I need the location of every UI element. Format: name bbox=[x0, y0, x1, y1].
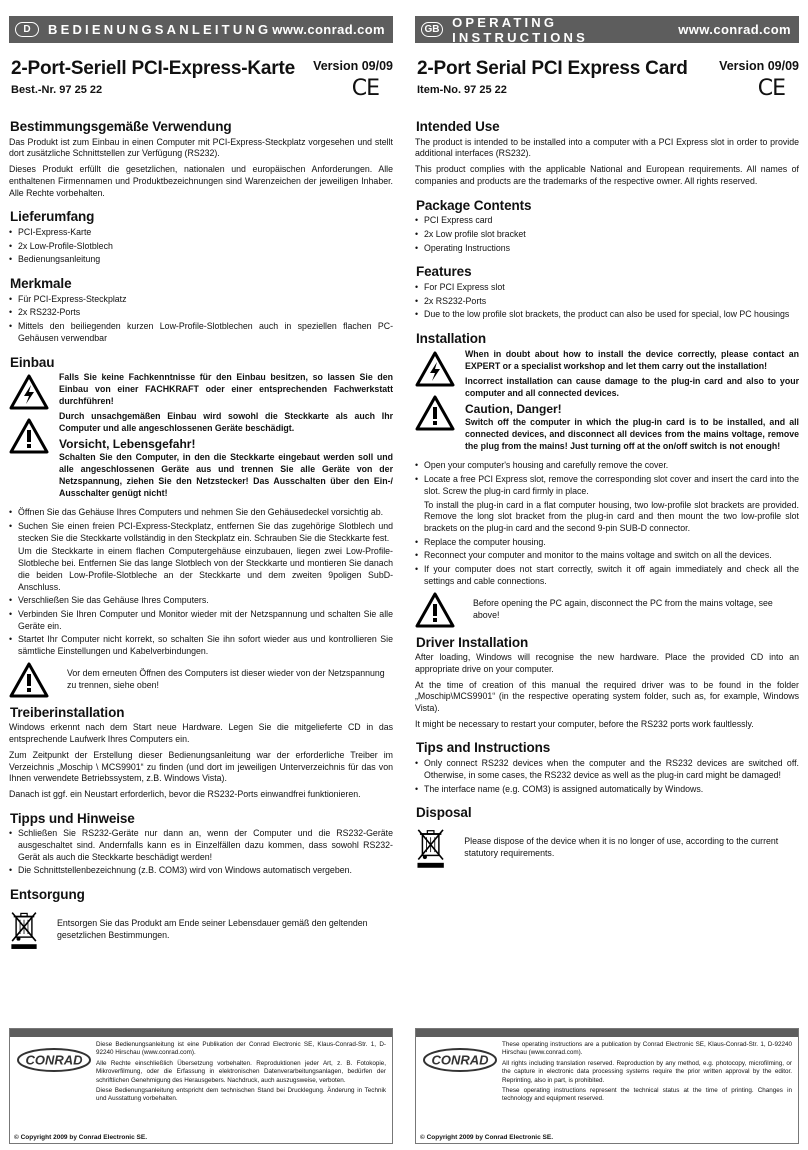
warning-paragraph: Incorrect installation can cause damage to the plug-in card and also to your computer and all connected devices. bbox=[465, 376, 799, 398]
section-heading: Disposal bbox=[416, 805, 472, 821]
warning-paragraph: When in doubt about how to install the device correctly, please contact an EXPERT or a specialist workshop and let them carry out the installation! bbox=[465, 348, 799, 371]
list-item: • Mittels den beiliegenden kurzen Low-Profile-Slotblechen auch in speziellen flachen PC-Gehäusen verwendbar bbox=[9, 321, 393, 344]
section-heading: Features bbox=[416, 264, 472, 280]
section-intended-use bbox=[415, 121, 799, 188]
paragraph: Das Produkt ist zum Einbau in einen Computer mit PCI-Express-Steckplatz vorgesehen und stellt dort zusätzliche Schnittstellen zur Verfügung (RS232). bbox=[9, 136, 393, 159]
list-item: • Startet Ihr Computer nicht korrekt, so schalten Sie ihn sofort wieder aus und kontrollieren Sie sämtliche Einstellungen und Kabelverbindungen. bbox=[9, 634, 393, 657]
section-installation bbox=[9, 354, 393, 698]
note-text: Before opening the PC again, disconnect the PC from the mains voltage, see above! bbox=[473, 597, 773, 620]
caution-text: Switch off the computer in which the plug-in card is to be installed, and all connected devices, and disconnect all devices from the mains voltage, remove the plug from the mains! Just turning off at the on/off switch is not enough! bbox=[465, 417, 799, 451]
list-item: Um die Steckkarte in einem flachen Computergehäuse einzubauen, liegen zwei Low-Profile-Slotbleche bei. Entfernen Sie das lange Slotblech von der Steckkarte und montieren Sie danach die beiden Low-Profile-Slotbleche an der Steckkarte und dem zweiten 9poligen SubD-Anschluss. bbox=[18, 546, 393, 592]
paragraph: Danach ist ggf. ein Neustart erforderlich, bevor die RS232-Ports einwandfrei funktionieren. bbox=[9, 788, 361, 799]
header-url: www.conrad.com bbox=[678, 22, 791, 37]
paragraph: At the time of creation of this manual the required driver was to be found in the folder „Moschip\MCS9901“ (in the respective operating system folder, such as, for example, Windows Vista). bbox=[415, 679, 799, 714]
bullet-list bbox=[9, 227, 393, 266]
list-item: • For PCI Express slot bbox=[415, 282, 799, 294]
section-heading: Installation bbox=[416, 331, 487, 347]
list-item: • The interface name (e.g. COM3) is assigned automatically by Windows. bbox=[415, 784, 799, 796]
header-bar bbox=[9, 16, 393, 43]
list-item: • Bedienungsanleitung bbox=[9, 254, 393, 266]
conrad-logo bbox=[422, 1047, 498, 1073]
list-item: • Due to the low profile slot brackets, the product can also be used for special, low PC housings bbox=[415, 309, 799, 321]
section-package bbox=[415, 197, 799, 255]
product-title: 2-Port Serial PCI Express Card bbox=[417, 58, 688, 79]
warning-text bbox=[59, 372, 393, 503]
footer-paragraph: Diese Bedienungsanleitung entspricht dem technischen Stand bei Drucklegung. Änderung in Technik und Ausstattung vorbehalten. bbox=[96, 1087, 386, 1103]
paragraph: Windows erkennt nach dem Start neue Hardware. Legen Sie die mitgelieferte CD in das entsprechende Laufwerk Ihres Computers ein. bbox=[9, 722, 393, 745]
note-block bbox=[9, 662, 393, 698]
section-heading: Tips and Instructions bbox=[416, 740, 551, 756]
electric-hazard-icon bbox=[415, 351, 455, 387]
warning-icons bbox=[415, 349, 457, 457]
warning-paragraph: Falls Sie keine Fachkenntnisse für den Einbau besitzen, so lassen Sie den Einbau von einer FACHKRAFT oder einer entsprechenden Fachwerkstatt durchführen! bbox=[59, 372, 393, 406]
header-title: OPERATING INSTRUCTIONS bbox=[452, 14, 588, 45]
section-driver bbox=[9, 704, 393, 801]
section-disposal bbox=[9, 889, 393, 955]
list-item: • PCI-Express-Karte bbox=[9, 227, 393, 239]
warning-block bbox=[9, 372, 393, 503]
english-column bbox=[415, 16, 799, 1146]
caution-title: Caution, Danger! bbox=[465, 401, 562, 416]
version-label: Version 09/09 bbox=[313, 59, 393, 73]
paragraph: Dieses Produkt erfüllt die gesetzlichen, nationalen und europäischen Anforderungen. Alle enthaltenen Firmennamen und Produktbezeichnungen sind Warenzeichen der jeweiligen Inhaber. Alle Rechte vorbehalten. bbox=[9, 164, 393, 198]
header-title: BEDIENUNGSANLEITUNG bbox=[48, 22, 272, 37]
header-bar bbox=[415, 16, 799, 43]
electric-hazard-icon bbox=[9, 374, 49, 410]
bullet-list bbox=[415, 758, 799, 795]
section-heading: Driver Installation bbox=[416, 634, 529, 650]
section-heading: Bestimmungsgemäße Verwendung bbox=[10, 119, 232, 134]
footer-paragraph: All rights including translation reserved. Reproduction by any method, e.g. photocopy, microfilming, or the capture in electronic data processing systems require the prior written approval by the editor. Reprinting, also in part, is prohibited. bbox=[502, 1059, 792, 1084]
list-item: • Locate a free PCI Express slot, remove the corresponding slot cover and insert the card into the slot. Screw the plug-in card firmly in place. bbox=[415, 474, 799, 497]
ce-mark: CE bbox=[757, 76, 785, 101]
list-item: • Replace the computer housing. bbox=[415, 537, 799, 549]
disposal-block bbox=[9, 905, 393, 955]
footer-paragraph: Alle Rechte einschließlich Übersetzung vorbehalten. Reproduktionen jeder Art, z. B. Fotokopie, Mikroverfilmung, oder die Erfassung in elektronischen Datenverarbeitungsanlagen, bedürfen der schriftlichen Genehmigung des Herausgebers. Nachdruck, auch auszugsweise, verboten. bbox=[96, 1059, 386, 1084]
warning-icon bbox=[9, 418, 49, 454]
crossed-bin-icon bbox=[415, 823, 446, 873]
disposal-block bbox=[415, 823, 799, 873]
footer bbox=[9, 1028, 393, 1144]
section-heading: Merkmale bbox=[10, 276, 72, 292]
installation-steps bbox=[415, 460, 799, 587]
svg-text:CONRAD: CONRAD bbox=[25, 1052, 83, 1068]
disposal-text: Entsorgen Sie das Produkt am Ende seiner Lebensdauer gemäß den geltenden gesetzlichen Bestimmungen. bbox=[57, 918, 368, 940]
bullet-list bbox=[9, 828, 393, 877]
list-item: • PCI Express card bbox=[415, 215, 799, 227]
list-item: • If your computer does not start correctly, switch it off again immediately and check all the settings and cable connections. bbox=[415, 564, 799, 587]
section-features bbox=[415, 266, 799, 321]
item-number: Best.-Nr. 97 25 22 bbox=[11, 84, 103, 96]
footer-paragraph: These operating instructions are a publication by Conrad Electronic SE, Klaus-Conrad-Str. 1, D-92240 Hirschau (www.conrad.com). bbox=[502, 1041, 792, 1057]
language-badge: GB bbox=[421, 22, 443, 37]
version-label: Version 09/09 bbox=[719, 59, 799, 73]
warning-block bbox=[415, 349, 799, 457]
copyright: © Copyright 2009 by Conrad Electronic SE. bbox=[14, 1134, 148, 1141]
list-item: • Die Schnittstellenbezeichnung (z.B. COM3) wird von Windows automatisch vergeben. bbox=[9, 865, 393, 877]
ce-mark: CE bbox=[351, 76, 379, 101]
section-features bbox=[9, 278, 393, 345]
content bbox=[9, 121, 393, 967]
note-block bbox=[415, 592, 799, 628]
footer-bar bbox=[416, 1029, 798, 1037]
list-item: • Verschließen Sie das Gehäuse Ihres Computers. bbox=[9, 595, 393, 607]
section-tips bbox=[9, 810, 393, 878]
warning-icon bbox=[415, 592, 455, 628]
crossed-bin-icon bbox=[9, 905, 39, 955]
paragraph: After loading, Windows will recognise the new hardware. Place the provided CD into an appropriate drive on your computer. bbox=[415, 652, 799, 674]
list-item: • Öffnen Sie das Gehäuse Ihres Computers und nehmen Sie den Gehäusedeckel vorsichtig ab. bbox=[9, 507, 393, 519]
installation-steps bbox=[9, 507, 393, 657]
product-title: 2-Port-Seriell PCI-Express-Karte bbox=[11, 58, 295, 79]
section-disposal bbox=[415, 807, 799, 873]
list-item: • Reconnect your computer and monitor to the mains voltage and switch on all the devices. bbox=[415, 550, 799, 562]
footer-bar bbox=[10, 1029, 392, 1037]
header-url: www.conrad.com bbox=[272, 22, 385, 37]
list-item: • 2x RS232-Ports bbox=[9, 307, 393, 319]
paragraph: It might be necessary to restart your computer, before the RS232 ports work faultlessly. bbox=[415, 718, 754, 729]
list-item: • Suchen Sie einen freien PCI-Express-Steckplatz, entfernen Sie das zugehörige Slotblech und stecken Sie die Steckkarte vollständig in den Steckplatz ein. Schrauben Sie die Steckkarte fest. bbox=[9, 521, 393, 544]
section-heading: Intended Use bbox=[416, 119, 500, 134]
list-item: • 2x Low-Profile-Slotblech bbox=[9, 241, 393, 253]
language-badge: D bbox=[15, 22, 39, 37]
section-intended-use bbox=[9, 121, 393, 199]
footer-paragraph: Diese Bedienungsanleitung ist eine Publikation der Conrad Electronic SE, Klaus-Conrad-Str. 1, D-92240 Hirschau (www.conrad.com). bbox=[96, 1041, 386, 1057]
copyright: © Copyright 2009 by Conrad Electronic SE. bbox=[420, 1134, 554, 1141]
paragraph: Zum Zeitpunkt der Erstellung dieser Bedienungsanleitung war der erforderliche Treiber im Verzeichnis „Moschip \ MCS9901“ zu finden (und dort im jeweiligen Unterverzeichnis für das von Ihnen verwendete Betriebssystem, z.B. Windows Vista). bbox=[9, 749, 393, 784]
caution-title: Vorsicht, Lebensgefahr! bbox=[59, 436, 196, 451]
list-item: • 2x Low profile slot bracket bbox=[415, 229, 799, 241]
list-item: • Schließen Sie RS232-Geräte nur dann an, wenn der Computer und die RS232-Geräte ausgeschaltet sind. Andernfalls kann es in Einzelfällen dazu kommen, dass sowohl RS232-Gerät als auch die Steckkarte beschädigt werden! bbox=[9, 828, 393, 863]
list-item: • Only connect RS232 devices when the computer and the RS232 devices are switched off. Otherwise, in some cases, the RS232 device as well as the plug-in card might be damaged! bbox=[415, 758, 799, 781]
list-item: • 2x RS232-Ports bbox=[415, 296, 799, 308]
german-column bbox=[9, 16, 393, 1146]
content bbox=[415, 121, 799, 885]
section-heading: Lieferumfang bbox=[10, 209, 95, 225]
list-item: To install the plug-in card in a flat computer housing, two low-profile slot brackets are provided. Remove the long slot bracket from the plug-in card and then mount the two low-profile slot brackets on the plug-in card and the second 9-pin SUB-D connector. bbox=[424, 499, 799, 533]
footer-paragraph: These operating instructions represent the technical status at the time of printing. Changes in technology and equipment reserved. bbox=[502, 1087, 792, 1103]
section-package bbox=[9, 211, 393, 266]
warning-icons bbox=[9, 372, 51, 503]
footer-text bbox=[96, 1041, 386, 1106]
list-item: • Operating Instructions bbox=[415, 243, 799, 255]
footer bbox=[415, 1028, 799, 1144]
bullet-list bbox=[9, 294, 393, 345]
footer-text bbox=[502, 1041, 792, 1106]
paragraph: The product is intended to be installed into a computer with a PCI Express slot in order to provide additional interfaces (RS232). bbox=[415, 136, 799, 159]
warning-icon bbox=[415, 395, 455, 431]
warning-paragraph: Durch unsachgemäßen Einbau wird sowohl die Steckkarte als auch Ihr Computer und alle angeschlossenen Geräte beschädigt. bbox=[59, 411, 393, 434]
section-heading: Treiberinstallation bbox=[10, 704, 125, 720]
section-driver bbox=[415, 634, 799, 731]
note-text: Vor dem erneuten Öffnen des Computers ist dieser wieder von der Netzspannung zu trennen, siehe oben! bbox=[67, 668, 385, 690]
disposal-text: Please dispose of the device when it is no longer of use, according to the current statutory requirements. bbox=[464, 836, 779, 858]
section-heading: Tipps und Hinweise bbox=[10, 810, 135, 826]
caution-text: Schalten Sie den Computer, in den die Steckkarte eingebaut werden soll und alle angeschlossenen Geräte aus und trennen Sie alle Geräte von der Netzspannung, ziehen Sie den Netzstecker! Das Ausschalten über den Ein-/ Ausschalter genügt nicht! bbox=[59, 452, 393, 498]
section-heading: Einbau bbox=[10, 354, 55, 370]
warning-text bbox=[465, 349, 799, 457]
section-heading: Entsorgung bbox=[10, 887, 85, 903]
section-heading: Package Contents bbox=[416, 197, 532, 213]
section-installation bbox=[415, 333, 799, 627]
list-item: • Verbinden Sie Ihren Computer und Monitor wieder mit der Netzspannung und schalten Sie alle Geräte ein. bbox=[9, 609, 393, 632]
bullet-list bbox=[415, 215, 799, 254]
bullet-list bbox=[415, 282, 799, 321]
svg-text:CONRAD: CONRAD bbox=[431, 1052, 489, 1068]
conrad-logo bbox=[16, 1047, 92, 1073]
section-tips bbox=[415, 742, 799, 795]
item-number: Item-No. 97 25 22 bbox=[417, 84, 507, 96]
warning-icon bbox=[9, 662, 49, 698]
list-item: • Open your computer's housing and carefully remove the cover. bbox=[415, 460, 799, 472]
list-item: • Für PCI-Express-Steckplatz bbox=[9, 294, 393, 306]
paragraph: This product complies with the applicable National and European requirements. All names of companies and products are the trademarks of the respective owner. All rights reserved. bbox=[415, 164, 799, 186]
